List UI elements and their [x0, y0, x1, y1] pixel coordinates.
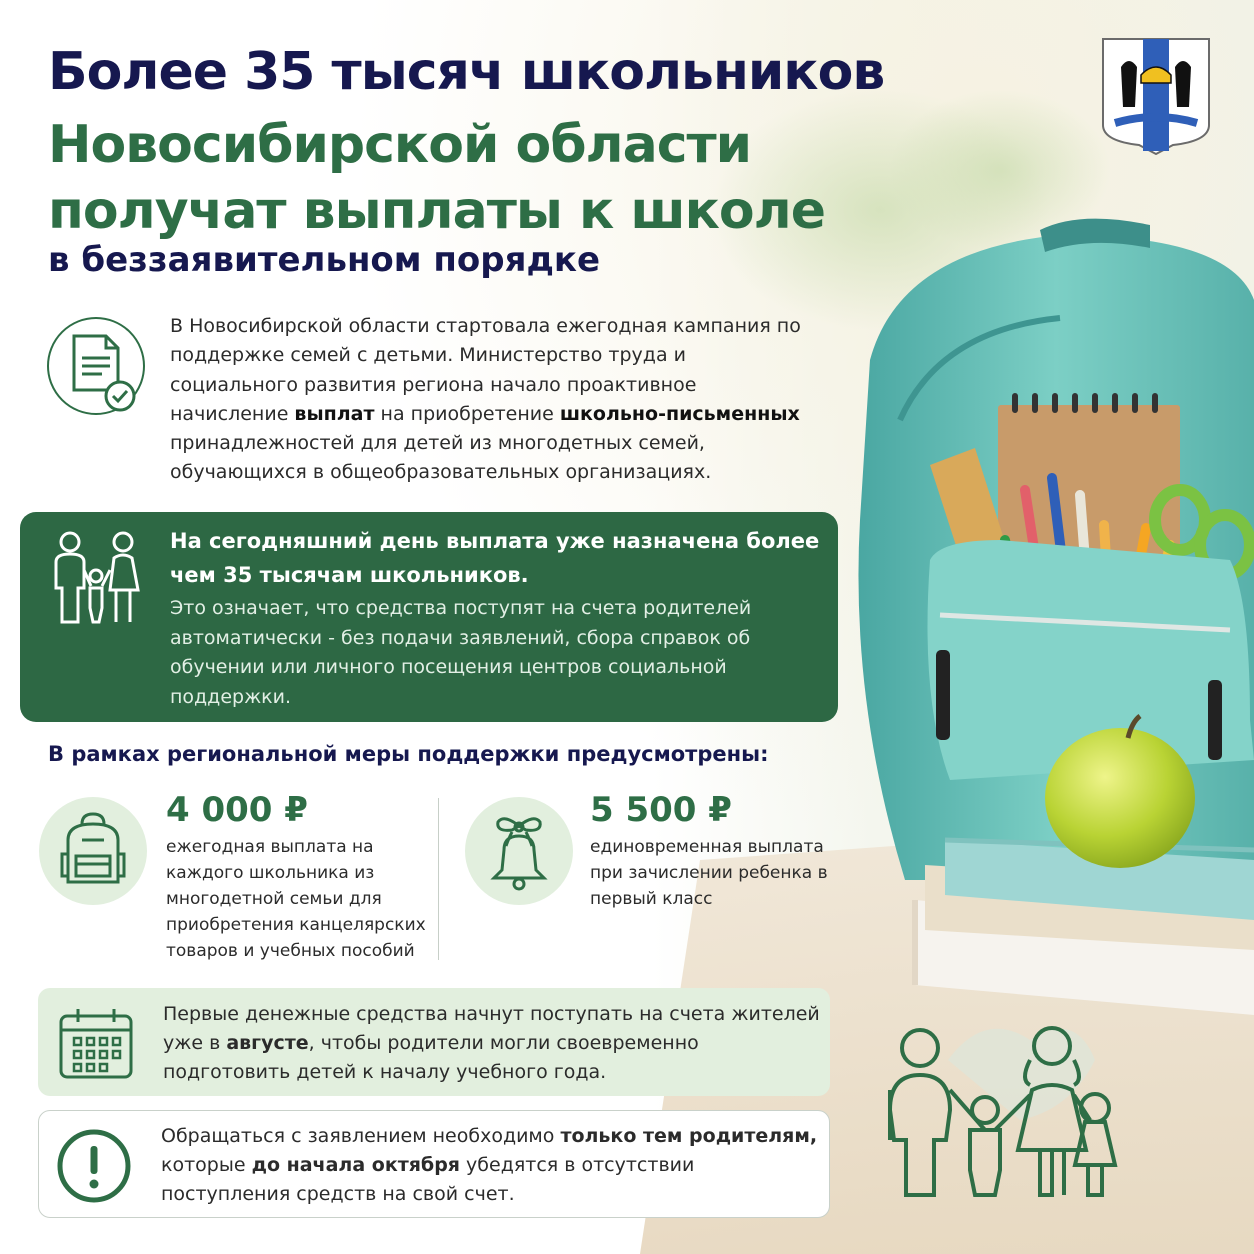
amount-5500-description: единовременная выплата при зачислении ребенка в первый класс: [590, 837, 828, 909]
exclamation-icon: [56, 1128, 132, 1204]
page-title-line2: Новосибирской области получат выплаты к школе: [48, 115, 825, 241]
bell-icon: [464, 796, 574, 906]
calendar-icon: [58, 1006, 134, 1080]
warning-notice-text: Обращаться с заявлением необходимо только тем родителям, которые до начала октября убедятся в отсутствии поступления средств на свой счет.: [161, 1125, 818, 1205]
highlight-heading: На сегодняшний день выплата уже назначена более чем 35 тысячам школьников.: [170, 529, 820, 587]
parent-child-icon: [48, 530, 148, 626]
highlight-text: Это означает, что средства поступят на счета родителей автоматически - без подачи заявлений, сбора справок об обучении или личного посещения центров социальной поддержки.: [170, 597, 752, 708]
amount-5500: 5 500 ₽: [590, 790, 732, 830]
apple: [1045, 728, 1195, 868]
page-subtitle: в беззаявительном порядке: [48, 240, 601, 280]
page-title-line1: Более 35 тысяч школьников: [48, 42, 885, 102]
divider: [438, 798, 439, 960]
document-check-icon: [44, 316, 148, 416]
amount-4000: 4 000 ₽: [166, 790, 308, 830]
backpack-icon: [38, 796, 148, 906]
intro-text: В Новосибирской области стартовала ежегодная кампания по поддержке семей с детьми. Министерство труда и социального развития региона начало проактивное начисление выплат на приобретение школьно-письменных принадлежностей для детей из многодетных семей, обучающихся в общеобразовательных организациях.: [170, 315, 801, 484]
measures-title: В рамках региональной меры поддержки предусмотрены:: [48, 742, 769, 766]
amount-4000-description: ежегодная выплата на каждого школьника из многодетной семьи для приобретения канцелярских товаров и учебных пособий: [166, 837, 426, 961]
payment-notice-text: Первые денежные средства начнут поступать на счета жителей уже в августе, чтобы родители могли своевременно подготовить детей к началу учебного года.: [163, 1003, 820, 1083]
coat-of-arms-icon: [1101, 37, 1211, 155]
